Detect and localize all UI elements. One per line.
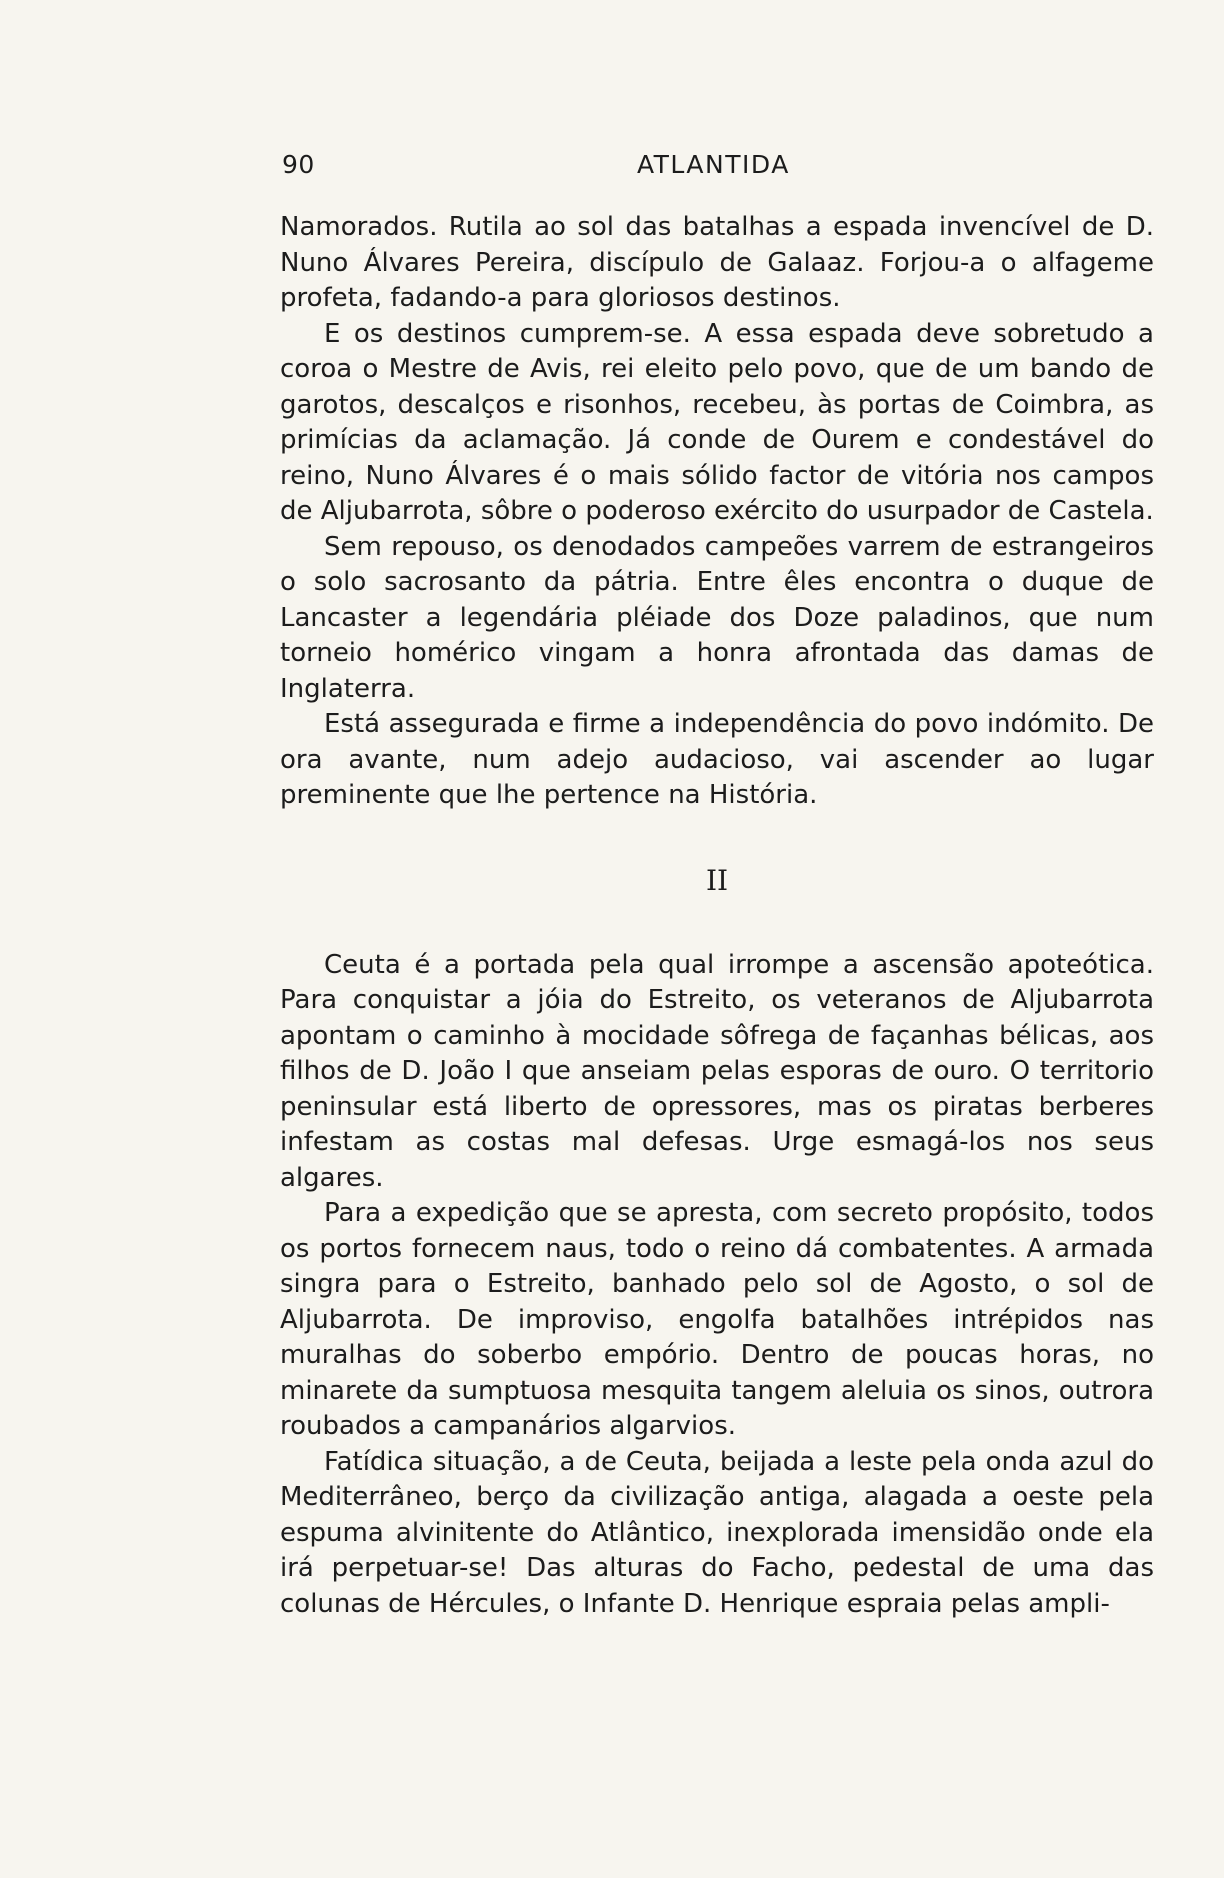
paragraph: Sem repouso, os denodados campeões varrem de estrangeiros o solo sacrosanto da pátria. Entre êles encontra o duque de Lancaster a legendária pléiade dos Doze paladinos, que num torneio homérico vingam a honra afrontada das damas de Inglaterra. [280, 531, 1154, 704]
page-number: 90 [282, 150, 315, 179]
paragraph: Fatídica situação, a de Ceuta, beijada a leste pela onda azul do Mediterrâneo, berço da civilização antiga, alagada a oeste pela espuma alvinitente do Atlântico, inexplorada imensidão onde ela irá perpetuar-se! Das alturas do Facho, pedestal de uma das colunas de Hércules, o Infante D. Henrique espraia pelas ampli- [280, 1446, 1154, 1619]
body-text [280, 210, 1154, 1622]
paragraph: Ceuta é a portada pela qual irrompe a ascensão apoteótica. Para conquistar a jóia do Estreito, os veteranos de Aljubarrota apontam o caminho à mocidade sôfrega de façanhas bélicas, aos filhos de D. João I que anseiam pelas esporas de ouro. O territorio peninsular está liberto de opressores, mas os piratas berberes infestam as costas mal defesas. Urge esmagá-los nos seus algares. [280, 949, 1154, 1193]
running-title: ATLANTIDA [637, 150, 790, 179]
paragraph: Namorados. Rutila ao sol das batalhas a espada invencível de D. Nuno Álvares Pereira, discípulo de Galaaz. Forjou-a o alfageme profeta, fadando-a para gloriosos destinos. [280, 212, 1154, 313]
section-heading: II [705, 863, 729, 897]
paragraph: Está assegurada e firme a independência do povo indómito. De ora avante, num adejo audacioso, vai ascender ao lugar preminente que lhe pertence na História. [280, 709, 1154, 810]
paragraph: Para a expedição que se apresta, com secreto propósito, todos os portos fornecem naus, todo o reino dá combatentes. A armada singra para o Estreito, banhado pelo sol de Agosto, o sol de Aljubarrota. De improviso, engolfa batalhões intrépidos nas muralhas do soberbo empório. Dentro de poucas horas, no minarete da sumptuosa mesquita tangem aleluia os sinos, outrora roubados a campanários algarvios. [280, 1198, 1154, 1441]
paragraph: E os destinos cumprem-se. A essa espada deve sobretudo a coroa o Mestre de Avis, rei eleito pelo povo, que de um bando de garotos, descalços e risonhos, recebeu, às portas de Coimbra, as primícias da aclamação. Já conde de Ourem e condestável do reino, Nuno Álvares é o mais sólido factor de vitória nos campos de Aljubarrota, sôbre o poderoso exército do usurpador de Castela. [280, 318, 1154, 526]
page-header [282, 150, 1094, 190]
